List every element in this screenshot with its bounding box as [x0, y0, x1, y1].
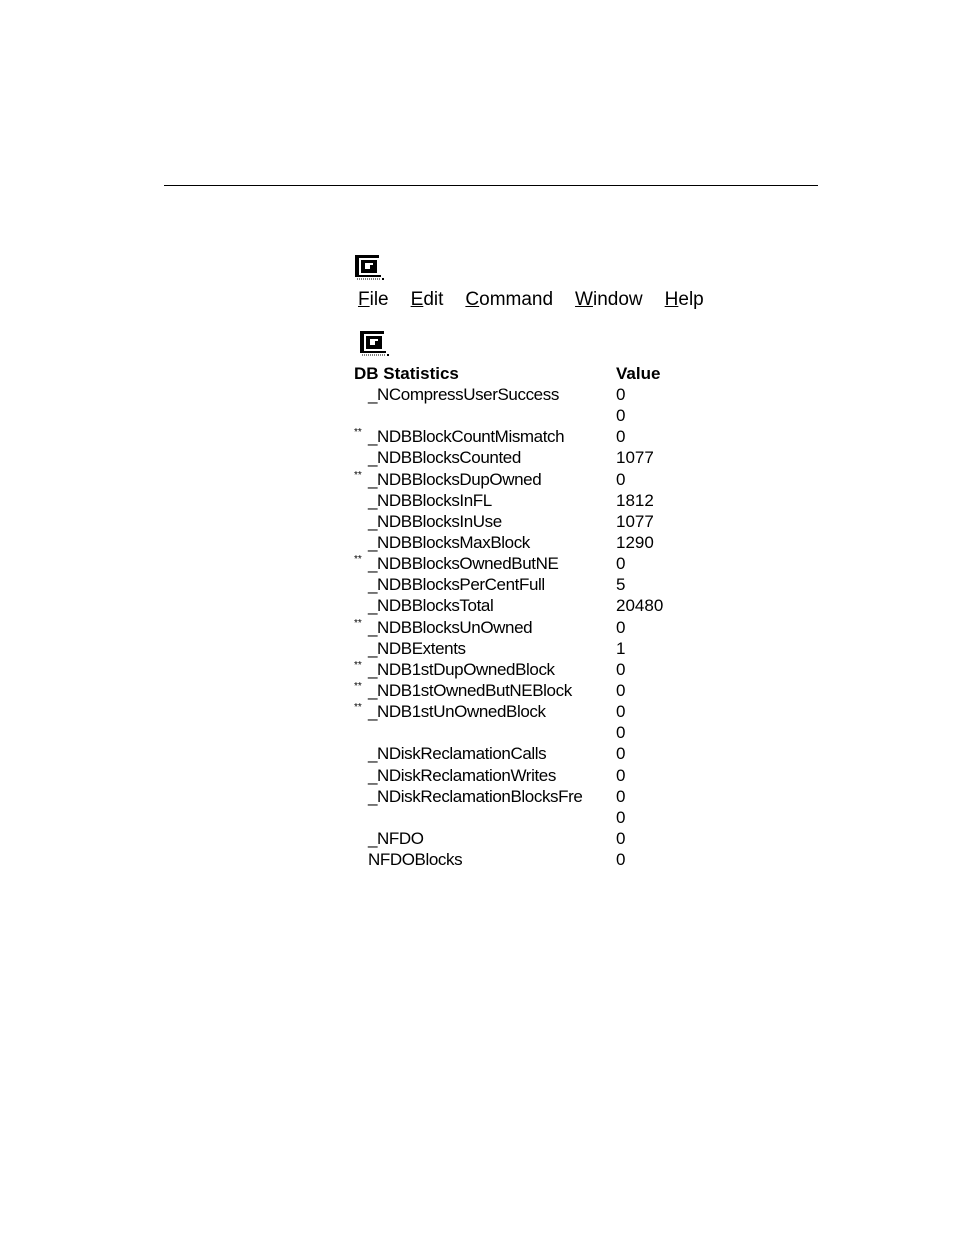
row-stat-value: 1812 — [616, 490, 654, 510]
table-row[interactable] — [354, 553, 694, 574]
row-stat-name: _NDBBlocksDupOwned — [368, 469, 542, 489]
row-stat-name: _NDiskReclamationWrites — [368, 765, 556, 785]
row-flag-mark: ** — [354, 617, 362, 629]
row-stat-name: _NDBBlockCountMismatch — [368, 427, 565, 447]
table-row[interactable] — [354, 617, 694, 638]
row-flag-mark: ** — [354, 659, 362, 671]
row-stat-value: 0 — [616, 427, 626, 447]
table-row[interactable] — [354, 447, 694, 468]
row-stat-value: 0 — [616, 807, 626, 827]
row-stat-value: 0 — [616, 617, 626, 637]
table-row[interactable] — [354, 680, 694, 701]
table-row[interactable] — [354, 828, 694, 849]
table-row[interactable] — [354, 849, 694, 870]
row-flag-mark: ** — [354, 554, 362, 566]
menu-command[interactable]: Command — [465, 289, 554, 310]
table-row[interactable] — [354, 659, 694, 680]
table-row[interactable] — [354, 532, 694, 553]
row-stat-value: 0 — [616, 765, 626, 785]
table-row[interactable] — [354, 490, 694, 511]
row-stat-name: _NDB1stOwnedButNEBlock — [368, 680, 572, 700]
application-icon[interactable] — [353, 253, 387, 281]
row-stat-name: _NDiskReclamationCalls — [368, 744, 547, 764]
table-row[interactable] — [354, 722, 694, 743]
row-stat-name: _NDBBlocksPerCentFull — [368, 575, 545, 595]
menu-bar — [358, 289, 726, 311]
table-row[interactable] — [354, 701, 694, 722]
row-stat-value: 1077 — [616, 448, 654, 468]
row-stat-value: 1290 — [616, 532, 654, 552]
db-statistics-table — [354, 363, 694, 870]
row-stat-name: _NDB1stDupOwnedBlock — [368, 659, 555, 679]
table-row[interactable] — [354, 807, 694, 828]
row-flag-mark: ** — [354, 469, 362, 481]
row-stat-value: 0 — [616, 406, 626, 426]
table-row[interactable] — [354, 786, 694, 807]
column-header-name: DB Statistics — [354, 364, 459, 383]
table-row[interactable] — [354, 384, 694, 405]
row-stat-value: 0 — [616, 723, 626, 743]
row-stat-value: 0 — [616, 786, 626, 806]
row-stat-name: _NDBBlocksUnOwned — [368, 617, 533, 637]
column-header-value: Value — [616, 364, 661, 383]
row-stat-value: 5 — [616, 575, 626, 595]
table-row[interactable] — [354, 405, 694, 426]
table-row[interactable] — [354, 743, 694, 764]
document-window-icon[interactable] — [358, 329, 392, 357]
row-stat-value: 0 — [616, 554, 626, 574]
table-row[interactable] — [354, 765, 694, 786]
row-flag-mark: ** — [354, 702, 362, 714]
row-stat-name: _NDiskReclamationBlocksFre — [368, 786, 583, 806]
table-header — [354, 363, 694, 384]
row-stat-value: 0 — [616, 702, 626, 722]
row-stat-name: _NDBBlocksCounted — [368, 448, 521, 468]
row-stat-name: _NDBBlocksTotal — [368, 596, 494, 616]
table-row[interactable] — [354, 595, 694, 616]
row-stat-name: _NFDO — [368, 828, 424, 848]
table-row[interactable] — [354, 574, 694, 595]
row-stat-name: _NDB1stUnOwnedBlock — [368, 702, 546, 722]
row-stat-value: 0 — [616, 744, 626, 764]
row-stat-name: _NCompressUserSuccess — [368, 385, 559, 404]
table-row[interactable] — [354, 511, 694, 532]
row-stat-name: _NDBBlocksInUse — [368, 511, 502, 531]
row-stat-value: 0 — [616, 828, 626, 848]
row-flag-mark: ** — [354, 680, 362, 692]
menu-edit[interactable]: Edit — [410, 289, 444, 310]
row-stat-name: NFDOBlocks — [368, 850, 463, 870]
row-stat-name: _NDBBlocksInFL — [368, 490, 492, 510]
menu-window[interactable]: Window — [575, 289, 643, 310]
row-stat-value: 0 — [616, 659, 626, 679]
row-stat-value: 0 — [616, 385, 626, 404]
page-divider — [164, 185, 818, 186]
row-stat-value: 0 — [616, 680, 626, 700]
row-flag-mark: ** — [354, 427, 362, 439]
row-stat-name: _NDBBlocksMaxBlock — [368, 532, 530, 552]
row-stat-name: _NDBBlocksOwnedButNE — [368, 554, 559, 574]
row-stat-name: _NDBExtents — [368, 638, 466, 658]
row-stat-value: 20480 — [616, 596, 664, 616]
row-stat-value: 1 — [616, 638, 626, 658]
table-body — [354, 384, 694, 870]
row-stat-value: 0 — [616, 469, 626, 489]
menu-file[interactable]: File — [358, 289, 389, 310]
table-row[interactable] — [354, 638, 694, 659]
table-row[interactable] — [354, 426, 694, 447]
table-row[interactable] — [354, 469, 694, 490]
row-stat-value: 0 — [616, 850, 626, 870]
menu-help[interactable]: Help — [664, 289, 704, 310]
row-stat-value: 1077 — [616, 511, 654, 531]
